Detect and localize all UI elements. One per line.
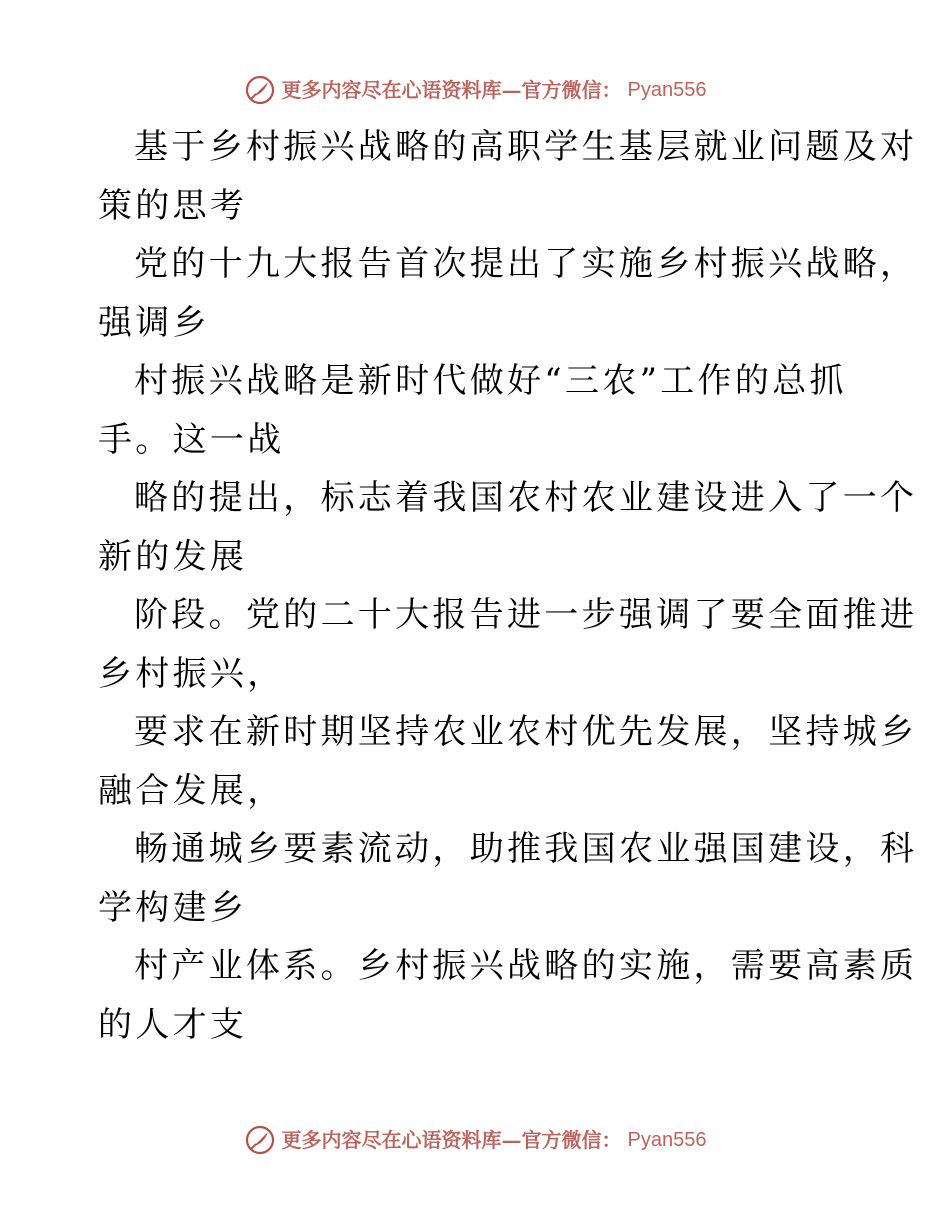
paragraph-line: 手。这一战 <box>98 419 285 460</box>
paragraph-line: 略的提出，标志着我国农村农业建设进入了一个 <box>134 478 918 518</box>
paragraph-line: 畅通城乡要素流动，助推我国农业强国建设，科 <box>134 829 918 869</box>
feather-pen-logo-icon <box>244 74 276 106</box>
paragraph-line: 要求在新时期坚持农业农村优先发展，坚持城乡 <box>134 712 918 752</box>
header-watermark-banner <box>0 70 950 110</box>
watermark-group <box>244 1124 707 1156</box>
paragraph-line: 党的十九大报告首次提出了实施乡村振兴战略， <box>134 244 918 284</box>
watermark-wechat-id: Pyan556 <box>627 79 707 101</box>
paragraph-line: 村振兴战略是新时代做好“三农”工作的总抓 <box>134 361 847 401</box>
feather-pen-logo-icon <box>244 1124 276 1156</box>
title-line-2: 策的思考 <box>98 185 248 226</box>
paragraph-line: 学构建乡 <box>98 887 248 928</box>
footer-watermark-banner <box>0 1120 950 1160</box>
paragraph-line: 村产业体系。乡村振兴战略的实施，需要高素质 <box>134 946 918 986</box>
paragraph-line: 强调乡 <box>98 302 210 343</box>
paragraph-line: 融合发展， <box>98 770 285 811</box>
paragraph-line: 的人才支 <box>98 1004 248 1045</box>
paragraph-line: 阶段。党的二十大报告进一步强调了要全面推进 <box>134 595 918 635</box>
watermark-text: 更多内容尽在心语资料库—官方微信： <box>281 78 622 102</box>
paragraph-line: 新的发展 <box>98 536 248 577</box>
watermark-group <box>244 74 707 106</box>
document-body <box>0 118 950 1054</box>
title-line-1: 基于乡村振兴战略的高职学生基层就业问题及对 <box>134 127 918 167</box>
watermark-wechat-id: Pyan556 <box>627 1129 707 1151</box>
paragraph-line: 乡村振兴， <box>98 653 285 694</box>
watermark-text: 更多内容尽在心语资料库—官方微信： <box>281 1128 622 1152</box>
